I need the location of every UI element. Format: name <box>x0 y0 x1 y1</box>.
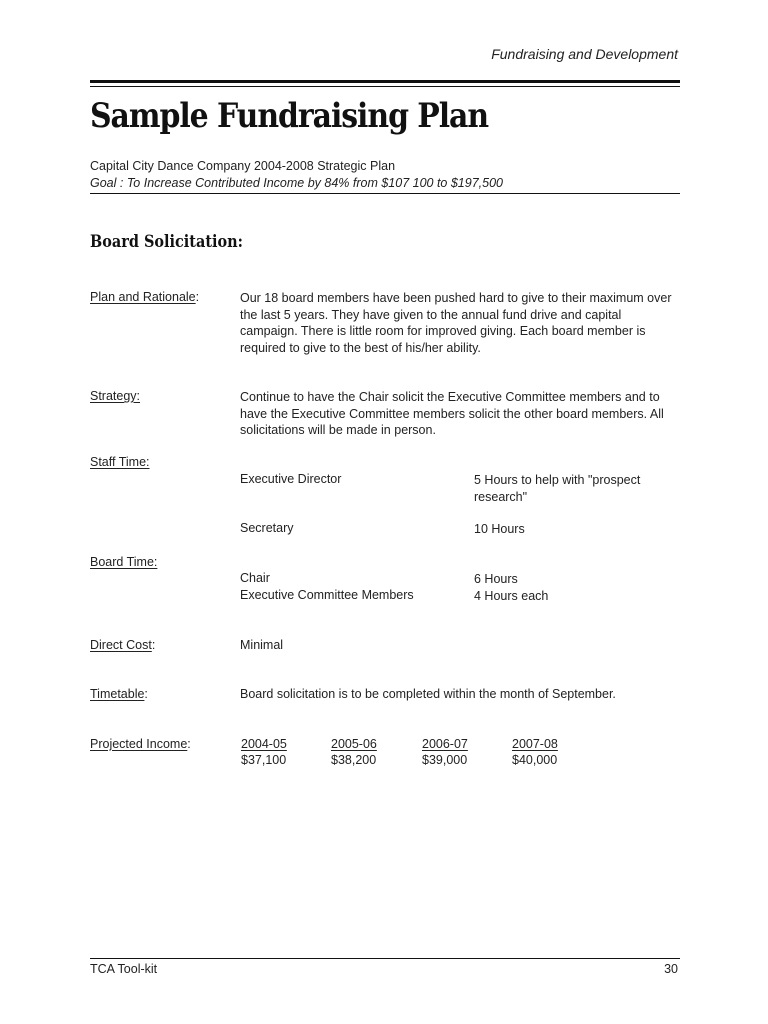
strategy-text: Continue to have the Chair solicit the Executive Committee members and to have the Executive Committee members solicit the other board members. All solicitations will be made in person. <box>240 390 664 438</box>
staff-time-value: 10 Hours <box>474 522 525 536</box>
goal-statement: Goal : To Increase Contributed Income by 84% from $107 100 to $197,500 <box>90 176 503 190</box>
plan-text: Our 18 board members have been pushed hard to give to their maximum over the last 5 years. They have given to the annual fund drive and capital campaign. There is little room for improved giving. Each board member is required to give to the best of his/her ability. <box>240 291 672 355</box>
board-time-value: 4 Hours each <box>474 589 549 603</box>
timetable-label: Timetable: <box>90 687 148 701</box>
plan-subtitle: Capital City Dance Company 2004-2008 Strategic Plan <box>90 159 396 173</box>
strategy-label <box>90 389 140 403</box>
income-amount: $37,100 <box>241 753 287 767</box>
timetable-label-text: Timetable <box>90 687 145 701</box>
header-rule-thick <box>90 80 680 83</box>
staff-role: Executive Director <box>240 472 342 486</box>
income-amount: $40,000 <box>512 753 558 767</box>
income-year: 2005-06 <box>331 737 377 751</box>
goal-rule <box>90 193 680 194</box>
income-year: 2007-08 <box>512 737 558 751</box>
direct-cost-label-text: Direct Cost <box>90 638 152 652</box>
section-heading: Board Solicitation: <box>90 232 243 252</box>
income-amount: $38,200 <box>331 753 377 767</box>
staff-time-label-text: Staff Time: <box>90 455 150 469</box>
footer-rule <box>90 958 680 959</box>
board-time-label <box>90 555 157 569</box>
page-title: Sample Fundraising Plan <box>90 96 489 136</box>
staff-time-label <box>90 455 150 469</box>
direct-cost-value: Minimal <box>240 638 284 652</box>
board-time-label-text: Board Time: <box>90 555 158 569</box>
staff-role: Secretary <box>240 521 294 535</box>
strategy-label-text: Strategy: <box>90 389 141 403</box>
footer-title: TCA Tool-kit <box>90 962 158 976</box>
board-time-value: 6 Hours <box>474 572 518 586</box>
board-role: Executive Committee Members <box>240 588 414 602</box>
plan-label-text: Plan and Rationale <box>90 290 196 304</box>
direct-cost-label: Direct Cost: <box>90 638 156 652</box>
income-year: 2006-07 <box>422 737 468 751</box>
board-role: Chair <box>240 571 270 585</box>
running-header: Fundraising and Development <box>491 46 678 62</box>
header-rule-thin <box>90 86 680 87</box>
staff-time-value: 5 Hours to help with "prospect research" <box>474 473 641 504</box>
projected-income-label: Projected Income: <box>90 737 191 751</box>
plan-label: Plan and Rationale: <box>90 290 200 304</box>
income-amount: $39,000 <box>422 753 468 767</box>
timetable-value: Board solicitation is to be completed within the month of September. <box>240 687 616 701</box>
page-number: 30 <box>664 962 678 976</box>
income-year: 2004-05 <box>241 737 287 751</box>
projected-income-label-text: Projected Income <box>90 737 188 751</box>
